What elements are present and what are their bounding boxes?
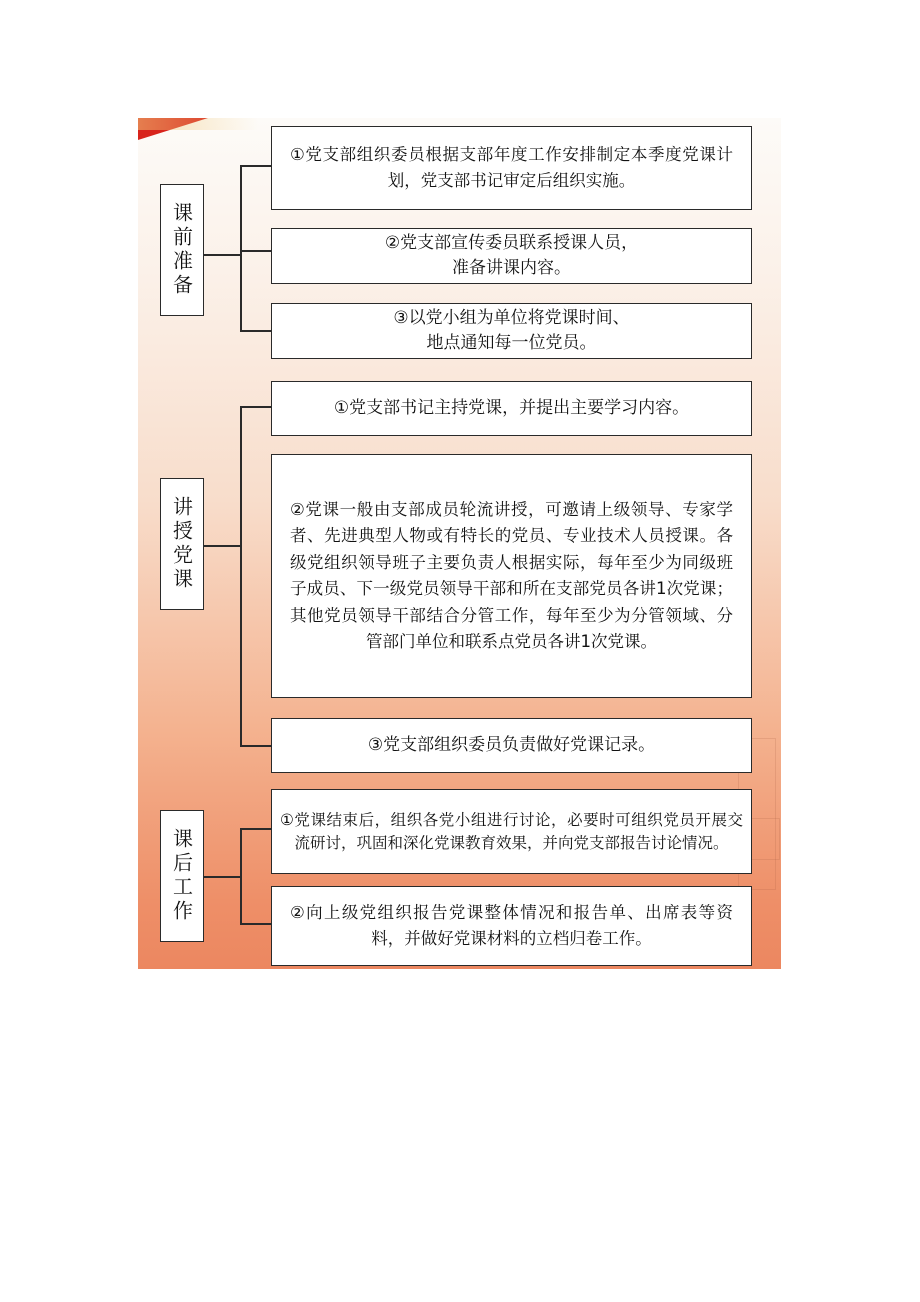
connector bbox=[240, 250, 272, 252]
connector bbox=[240, 406, 242, 746]
connector bbox=[204, 254, 241, 256]
step-box-during-3: ③党支部组织委员负责做好党课记录。 bbox=[271, 718, 752, 773]
step-box-during-1: ①党支部书记主持党课，并提出主要学习内容。 bbox=[271, 381, 752, 436]
phase-label-during: 讲授党课 bbox=[160, 478, 204, 610]
connector bbox=[240, 745, 272, 747]
flowchart-panel bbox=[138, 118, 781, 969]
connector bbox=[240, 330, 272, 332]
connector bbox=[240, 828, 242, 924]
step-box-after-2: ②向上级党组织报告党课整体情况和报告单、出席表等资料，并做好党课材料的立档归卷工作。 bbox=[271, 886, 752, 966]
step-box-before-2: ②党支部宣传委员联系授课人员， 准备讲课内容。 bbox=[271, 228, 752, 284]
connector bbox=[240, 828, 272, 830]
connector bbox=[240, 923, 272, 925]
corner-ribbon-decoration bbox=[138, 118, 258, 130]
connector bbox=[204, 876, 241, 878]
phase-label-after: 课后工作 bbox=[160, 810, 204, 942]
connector bbox=[240, 165, 272, 167]
step-box-before-3: ③以党小组为单位将党课时间、 地点通知每一位党员。 bbox=[271, 303, 752, 359]
step-box-before-1: ①党支部组织委员根据支部年度工作安排制定本季度党课计划，党支部书记审定后组织实施。 bbox=[271, 126, 752, 210]
step-box-after-1: ①党课结束后，组织各党小组进行讨论，必要时可组织党员开展交流研讨，巩固和深化党课教育效果，并向党支部报告讨论情况。 bbox=[271, 789, 752, 874]
step-box-during-2: ②党课一般由支部成员轮流讲授，可邀请上级领导、专家学者、先进典型人物或有特长的党员、专业技术人员授课。各级党组织领导班子主要负责人根据实际，每年至少为同级班子成员、下一级党员领导干部和所在支部党员各讲1次党课；其他党员领导干部结合分管工作，每年至少为分管领域、分管部门单位和联系点党员各讲1次党课。 bbox=[271, 454, 752, 698]
connector bbox=[240, 406, 272, 408]
phase-label-before: 课前准备 bbox=[160, 184, 204, 316]
connector bbox=[240, 165, 242, 332]
connector bbox=[204, 545, 241, 547]
